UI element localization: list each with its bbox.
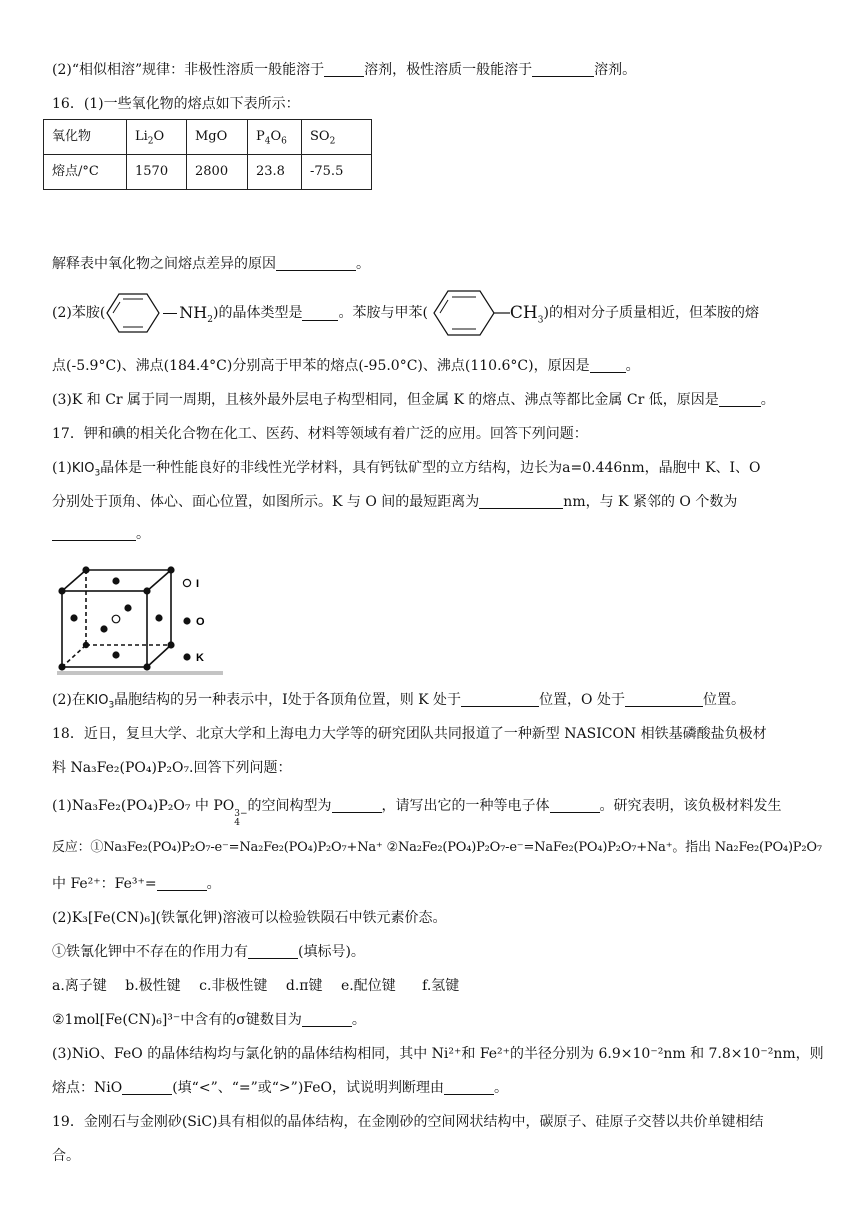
- legend: [183, 578, 205, 664]
- svg-text:K: K: [196, 652, 204, 664]
- table-cell: 2800: [187, 155, 248, 190]
- q18-part3-line2: 熔点：NiO (填“<”、“=”或“>”)FeO，试说明判断理由 。: [52, 1080, 508, 1096]
- table-cell: $SO_2$: [302, 120, 372, 155]
- answer-blank[interactable]: [479, 494, 563, 509]
- svg-text:O: O: [196, 616, 205, 628]
- option-f: f.氢键: [422, 978, 460, 994]
- option-a: a.离子键: [52, 978, 107, 994]
- answer-blank[interactable]: [52, 526, 136, 541]
- q18-part1-reactions: 反应：①Na₃Fe₂(PO₄)P₂O₇-e⁻=Na₂Fe₂(PO₄)P₂O₇+Na⁺ ②Na₂Fe₂(PO₄)P₂O₇-e⁻=NaFe₂(PO₄)P₂O₇+Na⁺。指出 Na₂Fe₂(PO₄)P₂O₇: [52, 840, 822, 855]
- q16-explain: 解释表中氧化物之间熔点差异的原因 。: [52, 256, 370, 272]
- benzene-ring-icon: [105, 290, 161, 336]
- q18-part3: (3)NiO、FeO 的晶体结构均与氯化钠的晶体结构相同，其中 Ni²⁺和 Fe²⁺的半径分别为 6.9×10⁻²nm 和 7.8×10⁻²nm，则: [52, 1046, 824, 1062]
- table-cell: MgO: [187, 120, 248, 155]
- q17-part2: (2)在$KIO_3$晶胞结构的另一种表示中，I处于各顶角位置，则 K 处于 位置，O 处于 位置。: [52, 692, 745, 711]
- benzene-ring-icon: [428, 288, 510, 338]
- table-cell: 熔点/°C: [44, 155, 127, 190]
- q18-intro-line2: 料 Na₃Fe₂(PO₄)P₂O₇.回答下列问题：: [52, 760, 292, 776]
- q16-part2: (2)苯胺( $NH_2$ )的晶体类型是 。苯胺与甲苯( $CH_3$ )的相对分子质量相近，但苯胺的熔: [52, 290, 759, 336]
- q18-part2: (2)K₃[Fe(CN)₆](铁氰化钾)溶液可以检验铁陨石中铁元素价态。: [52, 910, 447, 926]
- option-b: b.极性键: [125, 978, 181, 994]
- table-cell: -75.5: [302, 155, 372, 190]
- q18-options: [52, 978, 459, 995]
- q18-part1: (1)Na₃Fe₂(PO₄)P₂O₇ 中 PO 3− 4 的空间构型为 ，请写出它的一种等电子体 。研究表明，该负极材料发生: [52, 798, 782, 828]
- q16-intro: 16．(1)一些氧化物的熔点如下表所示：: [52, 96, 300, 112]
- table-cell: $P_4O_6$: [248, 120, 302, 155]
- table-cell: 23.8: [248, 155, 302, 190]
- table-cell: 1570: [127, 155, 187, 190]
- option-c: c.非极性键: [199, 978, 268, 994]
- answer-blank[interactable]: [302, 1012, 352, 1027]
- i-atom: [112, 615, 120, 623]
- q18-part2-1: ①铁氰化钾中不存在的作用力有 (填标号)。: [52, 944, 365, 960]
- bond-line: [163, 313, 177, 314]
- q17-intro: 17．钾和碘的相关化合物在化工、医药、材料等领域有着广泛的应用。回答下列问题：: [52, 426, 588, 442]
- table-cell: $Li_2O$: [127, 120, 187, 155]
- option-e: e.配位键: [340, 978, 396, 994]
- q19-line2: 合。: [52, 1148, 80, 1164]
- option-d: d.π键: [285, 978, 323, 994]
- q19-line1: 19．金刚石与金刚砂(SiC)具有相似的晶体结构，在金刚砂的空间网状结构中，碳原子、硅原子交替以共价单键相结: [52, 1114, 764, 1130]
- answer-blank[interactable]: [332, 798, 382, 813]
- table-row: [44, 155, 372, 190]
- answer-blank[interactable]: [122, 1080, 172, 1095]
- svg-text:I: I: [196, 578, 200, 590]
- q16-part3: (3)K 和 Cr 属于同一周期，且核外最外层电子构型相同，但金属 K 的熔点、沸点等都比金属 Cr 低，原因是 。: [52, 392, 775, 408]
- q17-part1: $(1)KIO_3$晶体是一种性能良好的非线性光学材料，具有钙钛矿型的立方结构，边长为a=0.446nm，晶胞中 K、I、O: [52, 460, 761, 479]
- answer-blank[interactable]: [444, 1080, 494, 1095]
- q18-part2-2: ②1mol[Fe(CN)₆]³⁻中含有的σ键数目为 。: [52, 1012, 366, 1028]
- answer-blank[interactable]: [590, 358, 626, 373]
- kio3-unit-cell-diagram: [55, 563, 225, 675]
- q17-part1-line3: 。: [52, 526, 150, 543]
- answer-blank[interactable]: [550, 798, 600, 813]
- answer-blank[interactable]: [532, 62, 594, 77]
- q16-part2-line2: 点(-5.9°C)、沸点(184.4°C)分别高于甲苯的熔点(-95.0°C)、沸点(110.6°C)，原因是 。: [52, 358, 640, 374]
- answer-blank[interactable]: [324, 62, 364, 77]
- q18-part1-line3: 中 Fe²⁺：Fe³⁺= 。: [52, 876, 221, 892]
- answer-blank[interactable]: [276, 256, 356, 271]
- q18-intro: 18．近日，复旦大学、北京大学和上海电力大学等的研究团队共同报道了一种新型 NASICON 相铁基磷酸盐负极材: [52, 726, 767, 742]
- answer-blank[interactable]: [248, 944, 298, 959]
- answer-blank[interactable]: [461, 692, 539, 707]
- table-cell: 氧化物: [44, 120, 127, 155]
- answer-blank[interactable]: [719, 392, 761, 407]
- oxide-melting-point-table: [43, 119, 372, 190]
- q15-part2: (2)“相似相溶”规律：非极性溶质一般能溶于 溶剂，极性溶质一般能溶于 溶剂。: [52, 62, 637, 78]
- answer-blank[interactable]: [625, 692, 703, 707]
- answer-blank[interactable]: [157, 876, 207, 891]
- answer-blank[interactable]: [302, 306, 338, 321]
- table-row: [44, 120, 372, 155]
- q17-part1-line2: 分别处于顶角、体心、面心位置，如图所示。K 与 O 间的最短距离为 nm，与 K 紧邻的 O 个数为: [52, 494, 738, 510]
